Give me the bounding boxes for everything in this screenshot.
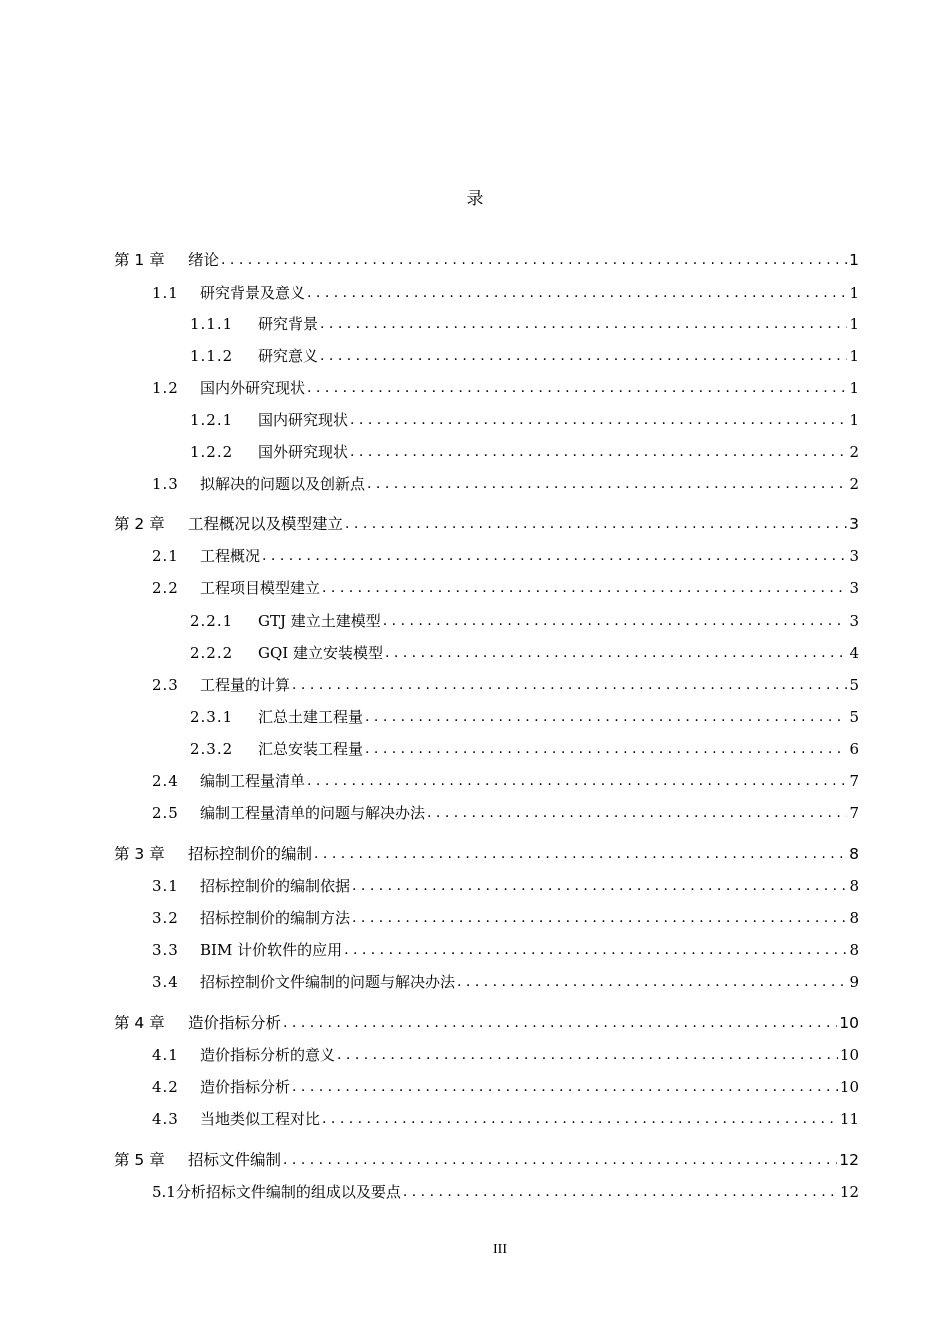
toc-entry-title: 招标控制价的编制方法: [200, 909, 351, 927]
toc-entry-number: 第 3 章: [114, 845, 165, 863]
toc-entry-page: 12: [839, 1151, 859, 1169]
dot-leader: [320, 345, 847, 367]
toc-chapter-entry[interactable]: [114, 1012, 859, 1034]
toc-entry-title: GQI 建立安装模型: [258, 644, 383, 662]
toc-section-entry[interactable]: [190, 642, 859, 664]
toc-entry-title: 研究背景及意义: [200, 284, 306, 302]
dot-leader: [262, 545, 847, 567]
toc-entry-page: 7: [849, 772, 859, 790]
dot-leader: [385, 642, 847, 664]
toc-entry-page: 5: [849, 676, 859, 694]
toc-entry-page: 6: [849, 740, 859, 758]
toc-entry-title: 造价指标分析: [200, 1078, 291, 1096]
toc-entry-page: 8: [849, 909, 859, 927]
dot-leader: [383, 610, 847, 632]
toc-section-entry[interactable]: [152, 674, 859, 696]
dot-leader: [320, 313, 847, 335]
toc-entry-number: 2.1: [152, 547, 179, 565]
toc-entry-title: 当地类似工程对比: [200, 1110, 321, 1128]
dot-leader: [314, 843, 847, 865]
toc-entry-page: 1: [849, 347, 859, 365]
dot-leader: [352, 907, 847, 929]
toc-entry-title: 工程概况以及模型建立: [188, 515, 344, 533]
toc-entry-number: 3.1: [152, 877, 179, 895]
toc-entry-title: 招标控制价文件编制的问题与解决办法: [200, 973, 456, 991]
toc-entry-title: 拟解决的问题以及创新点: [200, 475, 366, 493]
toc-section-entry[interactable]: [152, 1044, 859, 1066]
dot-leader: [352, 875, 847, 897]
toc-entry-page: 1: [849, 411, 859, 429]
toc-entry-page: 1: [849, 315, 859, 333]
toc-entry-page: 1: [849, 379, 859, 397]
toc-entry-number: 1.2.1: [190, 411, 234, 429]
toc-section-entry[interactable]: [152, 875, 859, 897]
toc-entry-page: 7: [849, 804, 859, 822]
toc-entry-number: 3.4: [152, 973, 179, 991]
toc-entry-page: 10: [839, 1014, 859, 1032]
toc-entry-number: 4.3: [152, 1110, 179, 1128]
dot-leader: [350, 409, 847, 431]
toc-entry-title: 工程概况: [200, 547, 261, 565]
toc-entry-number: 2.2.1: [190, 612, 234, 630]
toc-entry-page: 2: [849, 443, 859, 461]
toc-chapter-entry[interactable]: [114, 1149, 859, 1171]
toc-section-entry[interactable]: [152, 377, 859, 399]
toc-entry-title: GTJ 建立土建模型: [258, 612, 381, 630]
toc-entry-title: 编制工程量清单的问题与解决办法: [200, 804, 426, 822]
dot-leader: [345, 513, 847, 535]
toc-entry-page: 11: [839, 1110, 859, 1128]
toc-chapter-entry[interactable]: [114, 513, 859, 535]
toc-section-entry[interactable]: [152, 802, 859, 824]
toc-entry-number: 4.1: [152, 1046, 179, 1064]
toc-entry-page: 4: [849, 644, 859, 662]
dot-leader: [344, 939, 847, 961]
toc-section-entry[interactable]: [152, 1108, 859, 1130]
toc-entry-number: 2.4: [152, 772, 179, 790]
toc-section-entry[interactable]: [152, 282, 859, 304]
toc-entry-number: 2.3.1: [190, 708, 234, 726]
dot-leader: [283, 1149, 837, 1171]
toc-entry-title: 招标控制价的编制依据: [200, 877, 351, 895]
toc-entry-title: 研究意义: [258, 347, 319, 365]
toc-entry-title: 招标控制价的编制: [188, 845, 313, 863]
dot-leader: [427, 802, 847, 824]
dot-leader: [350, 441, 847, 463]
dot-leader: [365, 706, 847, 728]
toc-entry-page: 5: [849, 708, 859, 726]
toc-section-entry[interactable]: [152, 545, 859, 567]
dot-leader: [307, 377, 847, 399]
toc-section-entry[interactable]: [190, 706, 859, 728]
toc-entry-title: 国内外研究现状: [200, 379, 306, 397]
toc-entry-title: 造价指标分析: [188, 1014, 282, 1032]
toc-entry-number: 第 1 章: [114, 251, 165, 269]
toc-entry-page: 1: [849, 251, 859, 269]
toc-entry-title: 造价指标分析的意义: [200, 1046, 336, 1064]
toc-entry-title: 招标文件编制: [188, 1151, 282, 1169]
toc-entry-number: 5.1: [152, 1183, 176, 1201]
toc-entry-title: 研究背景: [258, 315, 319, 333]
toc-chapter-entry[interactable]: [114, 843, 859, 865]
toc-entry-page: 2: [849, 475, 859, 493]
toc-entry-number: 3.3: [152, 941, 179, 959]
dot-leader: [322, 577, 847, 599]
toc-entry-page: 10: [839, 1078, 859, 1096]
dot-leader: [307, 770, 847, 792]
toc-entry-title: 国内研究现状: [258, 411, 349, 429]
dot-leader: [292, 1076, 838, 1098]
toc-entry-number: 2.5: [152, 804, 179, 822]
dot-leader: [403, 1181, 838, 1203]
toc-section-entry[interactable]: [152, 770, 859, 792]
dot-leader: [367, 473, 847, 495]
toc-entry-number: 1.1.1: [190, 315, 234, 333]
dot-leader: [283, 1012, 837, 1034]
toc-entry-page: 1: [849, 284, 859, 302]
toc-entry-title: 编制工程量清单: [200, 772, 306, 790]
toc-entry-page: 3: [849, 612, 859, 630]
toc-section-entry[interactable]: [190, 738, 859, 760]
toc-entry-title: 国外研究现状: [258, 443, 349, 461]
toc-section-entry[interactable]: [152, 577, 859, 599]
toc-entry-page: 8: [849, 941, 859, 959]
dot-leader: [292, 674, 847, 696]
toc-section-entry[interactable]: [190, 610, 859, 632]
dot-leader: [221, 249, 847, 271]
toc-entry-title: 绪论: [188, 251, 220, 269]
dot-leader: [365, 738, 847, 760]
toc-title: 录: [466, 189, 484, 209]
toc-entry-number: 第 4 章: [114, 1014, 165, 1032]
toc-entry-number: 2.2: [152, 579, 179, 597]
toc-entry-number: 2.3: [152, 676, 179, 694]
toc-entry-title: BIM 计价软件的应用: [200, 941, 343, 959]
toc-chapter-entry[interactable]: [114, 249, 859, 271]
toc-section-entry[interactable]: [152, 473, 859, 495]
toc-entry-page: 3: [849, 547, 859, 565]
toc-entry-page: 3: [849, 579, 859, 597]
dot-leader: [457, 971, 847, 993]
toc-entry-title: 汇总安装工程量: [258, 740, 364, 758]
toc-entry-page: 12: [839, 1183, 859, 1201]
toc-entry-title: 汇总土建工程量: [258, 708, 364, 726]
toc-entry-number: 2.2.2: [190, 644, 234, 662]
toc-entry-number: 4.2: [152, 1078, 179, 1096]
toc-section-entry[interactable]: [190, 441, 859, 463]
toc-entry-number: 1.1.2: [190, 347, 234, 365]
toc-entry-page: 10: [839, 1046, 859, 1064]
toc-entry-number: 1.3: [152, 475, 179, 493]
toc-entry-page: 8: [849, 877, 859, 895]
toc-entry-number: 2.3.2: [190, 740, 234, 758]
toc-section-entry[interactable]: [152, 1181, 859, 1203]
toc-entry-number: 1.2: [152, 379, 179, 397]
toc-entry-number: 第 5 章: [114, 1151, 165, 1169]
toc-section-entry[interactable]: [190, 313, 859, 335]
toc-entry-number: 3.2: [152, 909, 179, 927]
toc-entry-number: 第 2 章: [114, 515, 165, 533]
toc-entry-title: 分析招标文件编制的组成以及要点: [175, 1183, 401, 1201]
toc-entry-title: 工程量的计算: [200, 676, 291, 694]
toc-entry-number: 1.1: [152, 284, 179, 302]
toc-section-entry[interactable]: [190, 409, 859, 431]
toc-section-entry[interactable]: [152, 971, 859, 993]
toc-section-entry[interactable]: [152, 907, 859, 929]
toc-section-entry[interactable]: [152, 939, 859, 961]
toc-section-entry[interactable]: [152, 1076, 859, 1098]
page-number: III: [493, 1242, 507, 1257]
dot-leader: [322, 1108, 838, 1130]
toc-entry-title: 工程项目模型建立: [200, 579, 321, 597]
dot-leader: [337, 1044, 838, 1066]
dot-leader: [307, 282, 847, 304]
toc-entry-page: 8: [849, 845, 859, 863]
toc-entry-page: 3: [849, 515, 859, 533]
toc-entry-page: 9: [849, 973, 859, 991]
toc-entry-number: 1.2.2: [190, 443, 234, 461]
toc-section-entry[interactable]: [190, 345, 859, 367]
